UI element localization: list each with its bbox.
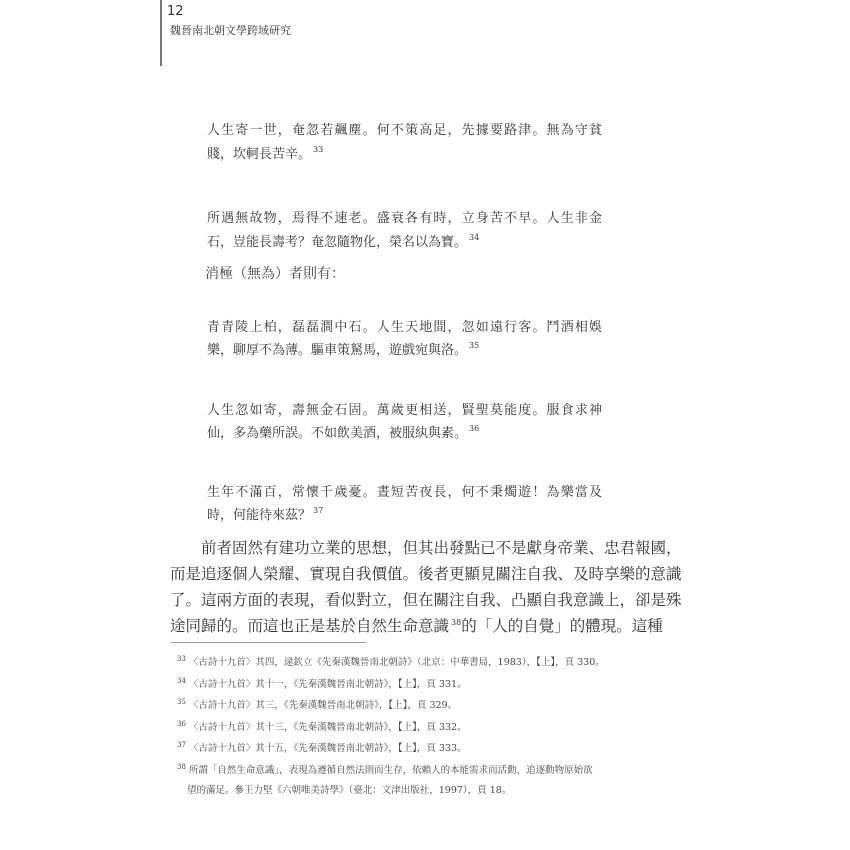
paragraph-line: 途同歸的。而這也正是基於自然生命意識 $^{38}$的「人的自覺」的體現。這種	[170, 617, 663, 635]
quote-line: 人生寄一世，奄忽若飆塵。何不策高足，先據要路津。無為守貧	[207, 123, 602, 138]
footnote: $^{36}$ 〈古詩十九首〉其十三，《先秦漢魏晉南北朝詩》，【上】，頁 332。	[177, 720, 467, 733]
quote-line: 石，豈能長壽考？奄忽隨物化，榮名以為寶。 $^{34}$	[207, 233, 480, 250]
quote-line: 仙，多為藥所誤。不如飲美酒，被服紈與素。 $^{36}$	[207, 424, 480, 441]
footnote-continuation: 望的滿足。參王力堅《六朝唯美詩學》（臺北：文津出版社，1997），頁 18。	[187, 785, 512, 796]
footnote-ref[interactable]: 34	[469, 233, 480, 242]
paragraph-line: 前者固然有建功立業的思想，但其出發點已不是獻身帝業、忠君報國，	[201, 539, 682, 557]
footnote-ref[interactable]: 36	[469, 424, 480, 433]
page-number: 12	[167, 4, 184, 19]
footnote-separator	[171, 642, 366, 643]
quote-line: 賤，坎軻長苦辛。 $^{33}$	[207, 145, 324, 162]
running-title: 魏晉南北朝文學跨域研究	[170, 24, 291, 37]
paragraph-line: 而是追逐個人榮耀、實現自我價值。後者更顯見關注自我、及時享樂的意識	[170, 565, 682, 583]
margin-rule	[160, 0, 162, 66]
footnote-ref[interactable]: 37	[313, 506, 324, 515]
footnote: $^{33}$ 〈古詩十九首〉其四，逯欽立《先秦漢魏晉南北朝詩》（北京：中華書局，1983），【上】，頁 330。	[177, 655, 605, 668]
footnote-ref[interactable]: 35	[469, 341, 480, 350]
footnote-ref[interactable]: 38	[451, 618, 462, 627]
footnote-ref[interactable]: 33	[313, 145, 324, 154]
footnote: $^{38}$ 所謂「自然生命意識」，表現為遵循自然法則而生存，依賴人的本能需求而活動，追逐動物原始欲	[177, 763, 593, 776]
quote-line: 青青陵上柏，磊磊澗中石。人生天地間，忽如遠行客。鬥酒相娛	[207, 320, 602, 335]
paragraph-line: 了。這兩方面的表現，看似對立，但在關注自我、凸顯自我意識上，卻是殊	[170, 591, 682, 609]
quote-line: 樂，聊厚不為薄。驅車策駑馬，遊戲宛與洛。 $^{35}$	[207, 341, 480, 358]
quote-line: 所遇無故物，焉得不速老。盛衰各有時，立身苦不早。人生非金	[207, 211, 602, 226]
footnote: $^{35}$ 〈古詩十九首〉其三，《先秦漢魏晉南北朝詩》，【上】，頁 329。	[177, 698, 458, 711]
quote-line: 生年不滿百，常懷千歲憂。晝短苦夜長，何不秉燭遊！為樂當及	[207, 485, 602, 500]
footnote: $^{34}$ 〈古詩十九首〉其十一，《先秦漢魏晉南北朝詩》，【上】，頁 331。	[177, 677, 467, 690]
quote-line: 人生忽如寄，壽無金石固。萬歲更相送，賢聖莫能度。服食求神	[207, 403, 602, 418]
intro-text: 消極（無為）者則有：	[205, 266, 345, 282]
quote-line: 時，何能待來茲？ $^{37}$	[207, 506, 324, 523]
footnote: $^{37}$ 〈古詩十九首〉其十五，《先秦漢魏晉南北朝詩》，【上】，頁 333。	[177, 741, 467, 754]
